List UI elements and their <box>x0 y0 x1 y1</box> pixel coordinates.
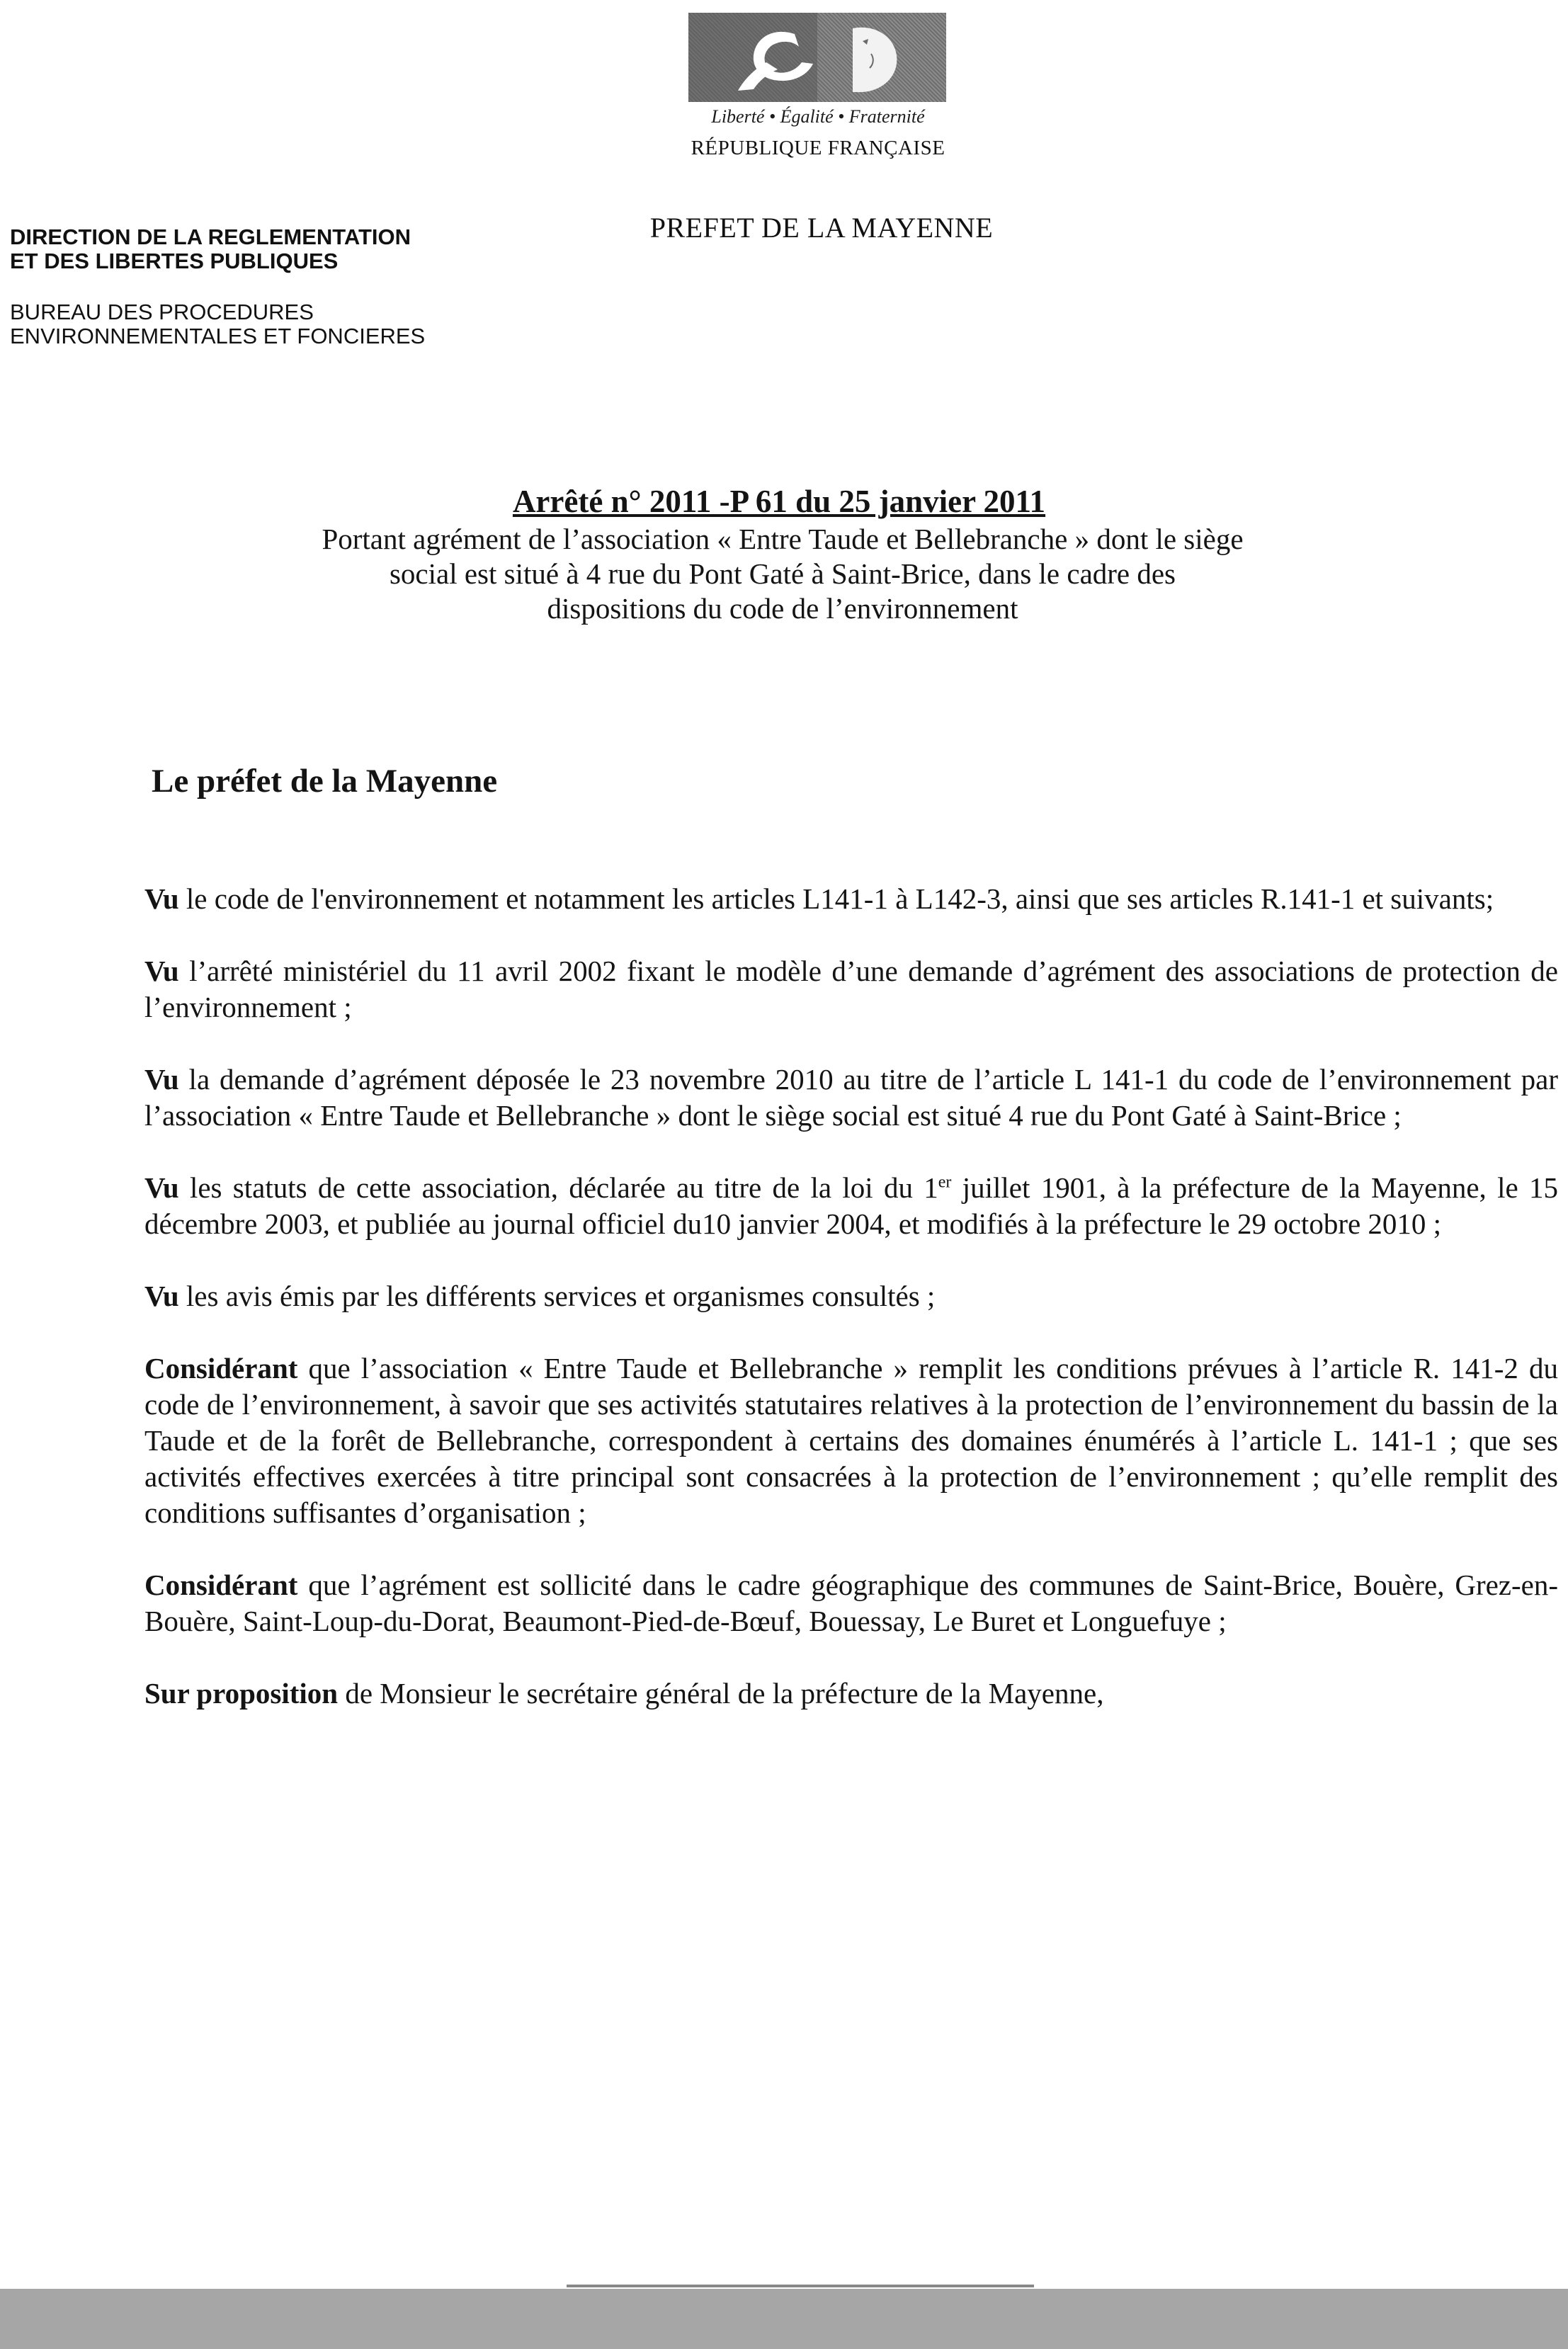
paragraph-vu-code <box>144 881 1558 917</box>
direction-line: DIRECTION DE LA REGLEMENTATION <box>10 224 411 249</box>
bureau-line: ENVIRONNEMENTALES ET FONCIERES <box>10 324 426 348</box>
paragraph-keyword: Vu <box>144 1063 179 1096</box>
paragraph-text: les statuts de cette association, déclarée au titre de la loi du 1 <box>178 1171 938 1204</box>
paragraph-text: que l’association « Entre Taude et Bellebranche » remplit les conditions prévues à l’article R. 141-2 du code de l’environnement, à savoir que ses activités statutaires relatives à la protection de l’environnement du bassin de la Taude et de la forêt de Bellebranche, correspondent à certains des domaines énumérés à l’article L. 141-1 ; que ses activités effectives exercées à titre principal sont consacrées à la protection de l’environnement ; qu’elle remplit des conditions suffisantes d’organisation ; <box>144 1352 1558 1529</box>
subtitle-line: social est situé à 4 rue du Pont Gaté à Saint-Brice, dans le cadre des <box>389 557 1176 590</box>
paragraph-text: que l’agrément est sollicité dans le cadre géographique des communes de Saint-Brice, Bouère, Grez-en-Bouère, Saint-Loup-du-Dorat, Beaumont-Pied-de-Bœuf, Bouessay, Le Buret et Longuefuye ; <box>144 1569 1558 1637</box>
paragraph-vu-statuts <box>144 1170 1558 1242</box>
marianne-icon <box>688 13 946 102</box>
body-text <box>144 881 1558 1748</box>
subtitle-line: dispositions du code de l’environnement <box>547 592 1018 625</box>
paragraph-considerant-conditions <box>144 1350 1558 1531</box>
republic-motto: Liberté • Égalité • Fraternité <box>711 106 925 127</box>
paragraph-vu-demande <box>144 1062 1558 1134</box>
paragraph-text: l’arrêté ministériel du 11 avril 2002 fixant le modèle d’une demande d’agrément des associations de protection de l’environnement ; <box>144 955 1558 1023</box>
direction-block <box>10 225 506 273</box>
bureau-block <box>10 300 506 348</box>
paragraph-vu-avis <box>144 1278 1558 1314</box>
paragraph-text: juillet 1901, à la préfecture de la Mayenne, le 15 décembre 2003, et publiée au journal officiel du10 janvier 2004, et modifiés à la préfecture le 29 octobre 2010 ; <box>144 1171 1558 1240</box>
scan-artifact <box>567 2285 1034 2287</box>
direction-line: ET DES LIBERTES PUBLIQUES <box>10 249 339 273</box>
paragraph-text: la demande d’agrément déposée le 23 novembre 2010 au titre de l’article L 141-1 du code de l’environnement par l’association « Entre Taude et Bellebranche » dont le siège social est situé 4 rue du Pont Gaté à Saint-Brice ; <box>144 1063 1558 1132</box>
paragraph-text: le code de l'environnement et notamment les articles L141-1 à L142-3, ainsi que ses articles R.141-1 et suivants; <box>178 882 1494 915</box>
paragraph-text: de Monsieur le secrétaire général de la préfecture de la Mayenne, <box>338 1677 1104 1710</box>
paragraph-keyword: Vu <box>144 1280 179 1312</box>
republique-francaise: RÉPUBLIQUE FRANÇAISE <box>691 137 945 159</box>
prefecture-name: PREFET DE LA MAYENNE <box>649 212 994 244</box>
paragraph-keyword: Considérant <box>144 1352 298 1384</box>
superscript: er <box>938 1173 952 1192</box>
paragraph-vu-arrete <box>144 953 1558 1025</box>
marianne-logo <box>688 13 946 102</box>
prefet-heading: Le préfet de la Mayenne <box>152 763 498 800</box>
scan-border <box>0 2289 1568 2349</box>
paragraph-sur-proposition <box>144 1676 1558 1712</box>
paragraph-keyword: Vu <box>144 1171 179 1204</box>
bureau-line: BUREAU DES PROCEDURES <box>10 300 314 324</box>
arrete-subtitle <box>234 522 1331 626</box>
subtitle-line: Portant agrément de l’association « Entre Taude et Bellebranche » dont le siège <box>322 523 1244 555</box>
paragraph-considerant-communes <box>144 1567 1558 1639</box>
paragraph-keyword: Vu <box>144 955 179 987</box>
paragraph-text: les avis émis par les différents services et organismes consultés ; <box>178 1280 936 1312</box>
paragraph-keyword: Considérant <box>144 1569 298 1601</box>
paragraph-keyword: Sur proposition <box>144 1677 339 1710</box>
paragraph-keyword: Vu <box>144 882 179 915</box>
arrete-title: Arrêté n° 2011 -P 61 du 25 janvier 2011 <box>512 484 1046 519</box>
